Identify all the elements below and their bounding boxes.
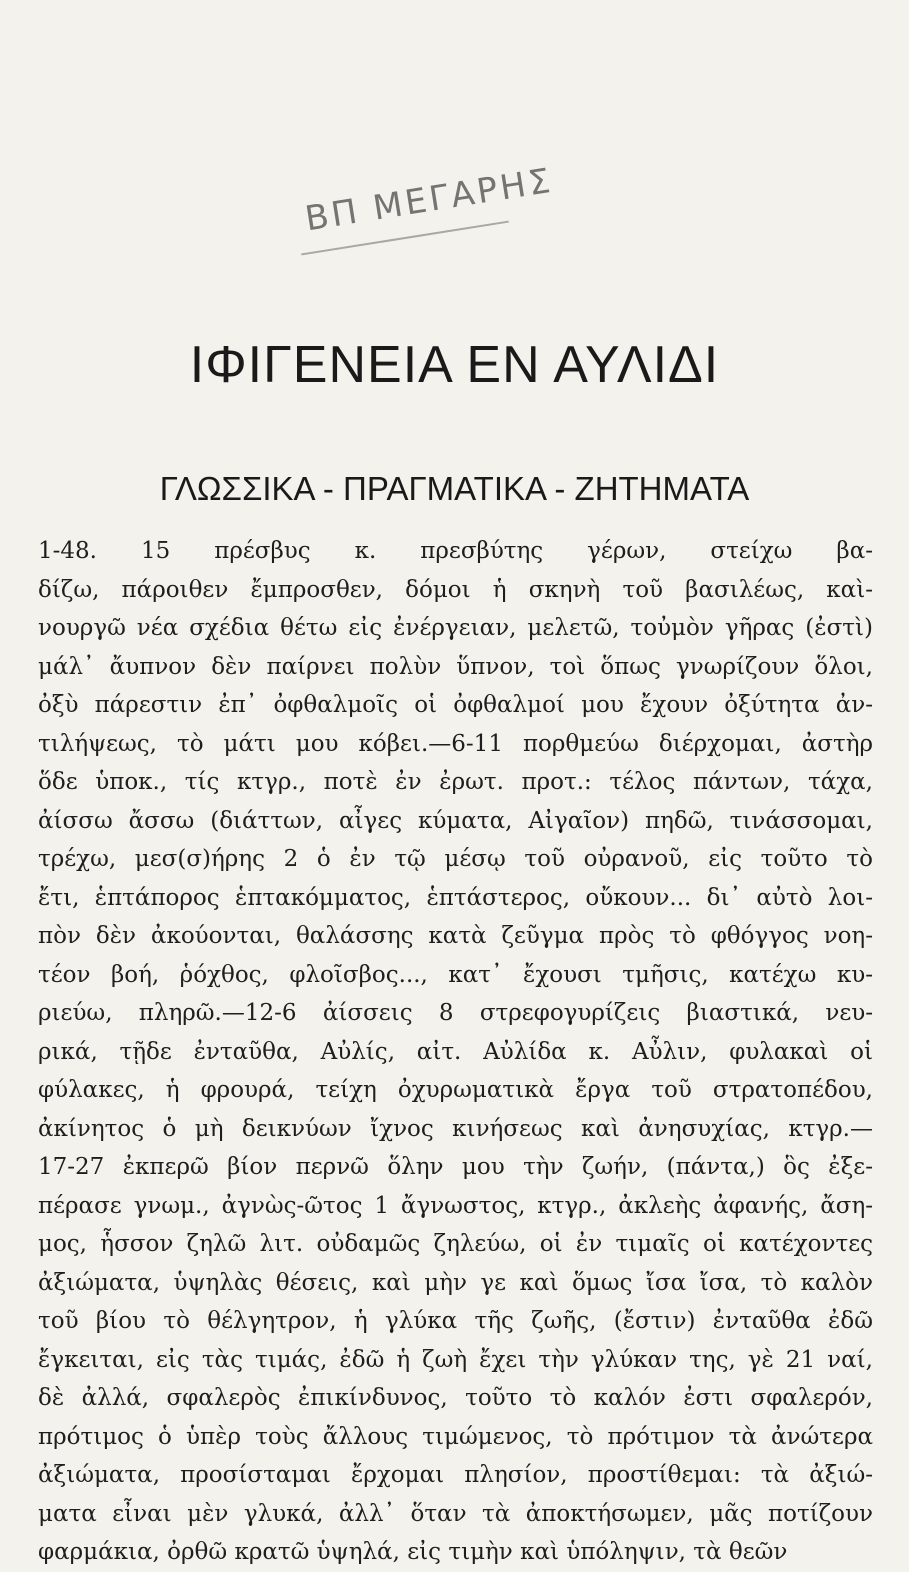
text-line: ριεύω, πληρῶ.—12-6 ἀίσσεις 8 στρεφογυρίζεις βιαστικά, νευ- [38, 1000, 873, 1026]
text-line: ὀξὺ πάρεστιν ἐπ᾽ ὀφθαλμοῖς οἱ ὀφθαλμοί μου ἔχουν ὀξύτητα ἀν- [38, 692, 873, 718]
text-line: φύλακες, ἡ φρουρά, τείχη ὀχυρωματικὰ ἔργα τοῦ στρατοπέδου, [38, 1077, 873, 1103]
text-line: ἔγκειται, εἰς τὰς τιμάς, ἐδῶ ἡ ζωὴ ἔχει τὴν γλύκαν της, γὲ 21 ναί, [38, 1346, 873, 1373]
text-line: ρικά, τῇδε ἐνταῦθα, Αὐλίς, αἰτ. Αὐλίδα κ. Αὖλιν, φυλακαὶ οἱ [38, 1038, 873, 1065]
page-title: ΙΦΙΓΕΝΕΙΑ ΕΝ ΑΥΛΙΔΙ [189, 336, 720, 394]
text-line: φαρμάκια, ὀρθῶ κρατῶ ὑψηλά, εἰς τιμὴν καὶ ὑπόληψιν, τὰ θεῶν [38, 1539, 788, 1565]
text-line: νουργῶ νέα σχέδια θέτω εἰς ἐνέργειαν, μελετῶ, τοὐμὸν γῆρας (ἐστὶ) [38, 615, 873, 641]
text-line: μος, ἧσσον ζηλῶ λιτ. οὐδαμῶς ζηλεύω, οἱ ἐν τιμαῖς οἱ κατέχοντες [38, 1231, 873, 1257]
text-line: ἀκίνητος ὁ μὴ δεικνύων ἴχνος κινήσεως καὶ ἀνησυχίας, κτγρ.— [38, 1115, 873, 1142]
text-line: τρέχω, μεσ(σ)ήρης 2 ὁ ἐν τῷ μέσῳ τοῦ οὐρανοῦ, εἰς τοῦτο τὸ [38, 846, 873, 872]
library-stamp: ΒΠ ΜΕΓΑΡΗΣ [302, 160, 556, 240]
text-line: 1-48. 15 πρέσβυς κ. πρεσβύτης γέρων, στείχω βα- [38, 538, 873, 564]
text-line: ματα εἶναι μὲν γλυκά, ἀλλ᾽ ὅταν τὰ ἀποκτήσωμεν, μᾶς ποτίζουν [38, 1500, 873, 1527]
bleed-through-text [0, 0, 909, 500]
text-line: δὲ ἀλλά, σφαλερὸς ἐπικίνδυνος, τοῦτο τὸ καλόν ἐστι σφαλερόν, [38, 1385, 873, 1411]
text-line: 17-27 ἐκπερῶ βίον περνῶ ὅλην μου τὴν ζωήν, (πάντα,) ὃς ἐξε- [38, 1154, 873, 1180]
text-line: ἀξιώματα, προσίσταμαι ἔρχομαι πλησίον, προστίθεμαι: τὰ ἀξιώ- [38, 1462, 873, 1488]
text-line: πὸν δὲν ἀκούονται, θαλάσσης κατὰ ζεῦγμα πρὸς τὸ φθόγγος νοη- [38, 923, 873, 949]
text-line: ἀξιώματα, ὑψηλὰς θέσεις, καὶ μὴν γε καὶ ὅμως ἴσα ἴσα, τὸ καλὸν [38, 1269, 873, 1296]
text-line: τοῦ βίου τὸ θέλγητρον, ἡ γλύκα τῆς ζωῆς, (ἔστιν) ἐνταῦθα ἐδῶ [38, 1308, 873, 1334]
text-line: ἔτι, ἑπτάπορος ἑπτακόμματος, ἑπτάστερος, οὔκουν... δι᾽ αὐτὸ λοι- [38, 884, 873, 911]
text-line: πέρασε γνωμ., ἀγνὼς-ῶτος 1 ἄγνωστος, κτγρ., ἀκλεὴς ἀφανής, ἄση- [38, 1192, 873, 1219]
text-line: πρότιμος ὁ ὑπὲρ τοὺς ἄλλους τιμώμενος, τὸ πρότιμον τὰ ἀνώτερα [38, 1423, 873, 1450]
section-heading: ΓΛΩΣΣΙΚΑ - ΠΡΑΓΜΑΤΙΚΑ - ΖΗΤΗΜΑΤΑ [159, 470, 750, 507]
commentary-text [38, 532, 873, 1572]
text-line: μάλ᾽ ἄυπνον δὲν παίρνει πολὺν ὕπνον, τοὶ ὅπως γνωρίζουν ὅλοι, [38, 653, 873, 680]
text-line: τέον βοή, ῥόχθος, φλοῖσβος..., κατ᾽ ἔχουσι τμῆσις, κατέχω κυ- [38, 961, 873, 988]
text-line: ἀίσσω ἄσσω (διάττων, αἶγες κύματα, Αἰγαῖον) πηδῶ, τινάσσομαι, [38, 807, 873, 834]
text-line: δίζω, πάροιθεν ἔμπροσθεν, δόμοι ἡ σκηνὴ τοῦ βασιλέως, καὶ- [38, 576, 873, 603]
text-line: ὅδε ὑποκ., τίς κτγρ., ποτὲ ἐν ἐρωτ. προτ.: τέλος πάντων, τάχα, [38, 769, 873, 795]
text-line: τιλήψεως, τὸ μάτι μου κόβει.—6-11 πορθμεύω διέρχομαι, ἀστὴρ [38, 730, 873, 757]
